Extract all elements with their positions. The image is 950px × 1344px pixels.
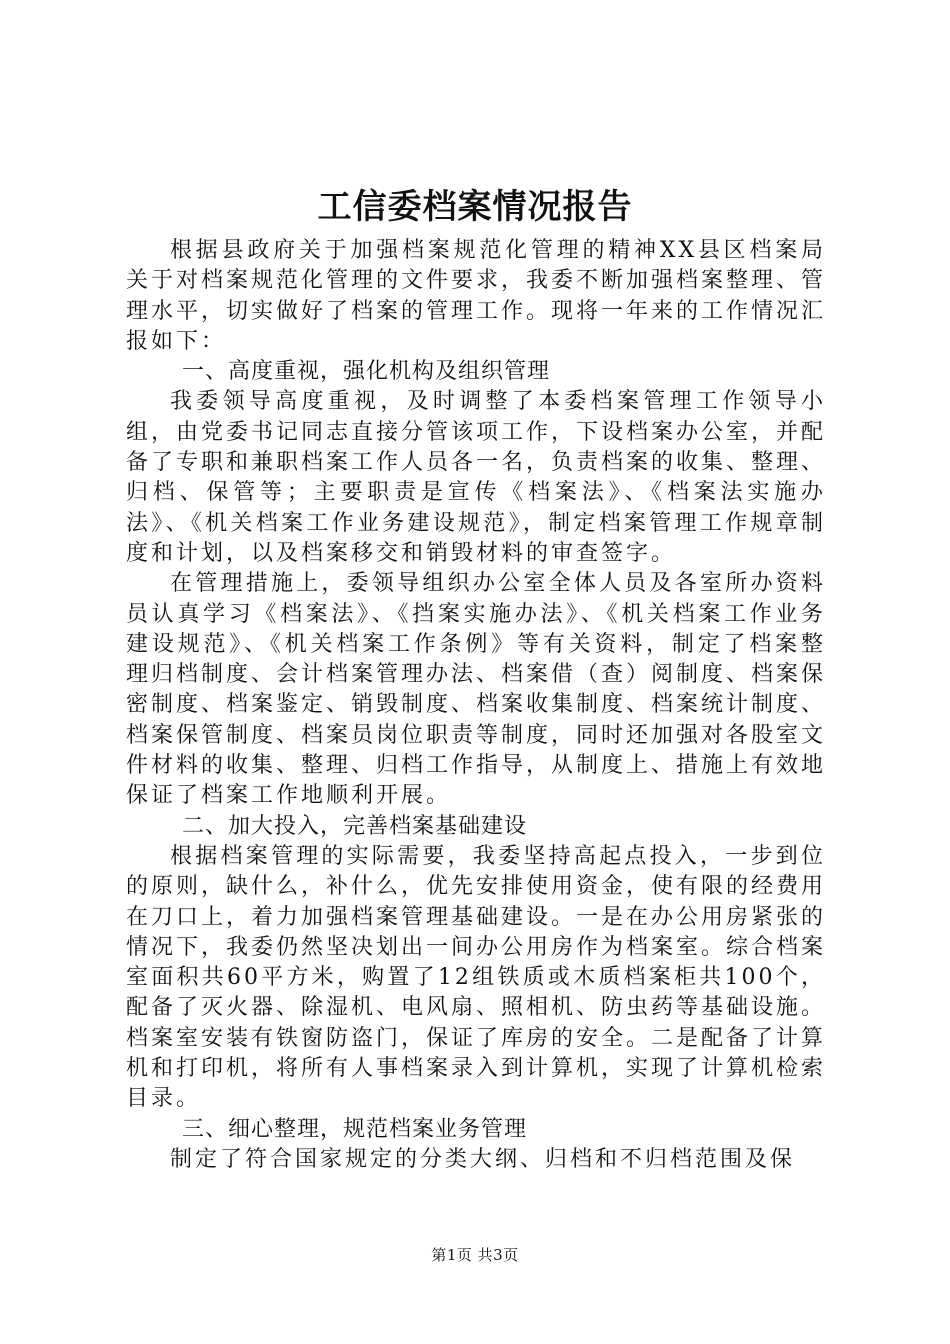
- page-footer: 第1页 共3页: [431, 1246, 519, 1264]
- document-title: 工信委档案情况报告: [317, 187, 633, 227]
- section-1-paragraph-1: 我委领导高度重视，及时调整了本委档案管理工作领导小组，由党委书记同志直接分管该项工作，下设档案办公室，并配备了专职和兼职档案工作人员各一名，负责档案的收集、整理、归档、保管等；主要职责是宣传《档案法》、《档案法实施办法》、《机关档案工作业务建设规范》，制定档案管理工作规章制度和计划，以及档案移交和销毁材料的审查签字。: [126, 389, 827, 566]
- intro-paragraph: 根据县政府关于加强档案规范化管理的精神XX县区档案局关于对档案规范化管理的文件要求，我委不断加强档案整理、管理水平，切实做好了档案的管理工作。现将一年来的工作情况汇报如下：: [126, 238, 827, 354]
- section-3-heading: 三、细心整理，规范档案业务管理: [182, 1116, 528, 1142]
- section-2-heading: 二、加大投入，完善档案基础建设: [182, 813, 528, 839]
- section-1-heading: 一、高度重视，强化机构及组织管理: [182, 359, 551, 385]
- section-3-paragraph-1: 制定了符合国家规定的分类大纲、归档和不归档范围及保: [170, 1146, 796, 1172]
- document-body: [126, 236, 826, 1175]
- section-1-paragraph-2: 在管理措施上，委领导组织办公室全体人员及各室所办资料员认真学习《档案法》、《挡案实施办法》、《机关档案工作业务建设规范》、《机关档案工作条例》等有关资料，制定了档案整理归档制度、会计档案管理办法、档案借（查）阅制度、档案保密制度、档案鉴定、销毁制度、档案收集制度、档案统计制度、档案保管制度、档案员岗位职责等制度，同时还加强对各股室文件材料的收集、整理、归档工作指导，从制度上、措施上有效地保证了档案工作地顺利开展。: [126, 571, 827, 809]
- section-2-paragraph-1: 根据档案管理的实际需要，我委坚持高起点投入，一步到位的原则，缺什么，补什么，优先安排使用资金，使有限的经费用在刀口上，着力加强档案管理基础建设。一是在办公用房紧张的情况下，我委仍然坚决划出一间办公用房作为档案室。综合档案室面积共60平方米，购置了12组铁质或木质档案柜共100个，配备了灭火器、除湿机、电风扇、照相机、防虫药等基础设施。档案室安装有铁窗防盗门，保证了库房的安全。二是配备了计算机和打印机，将所有人事档案录入到计算机，实现了计算机检索目录。: [126, 843, 827, 1112]
